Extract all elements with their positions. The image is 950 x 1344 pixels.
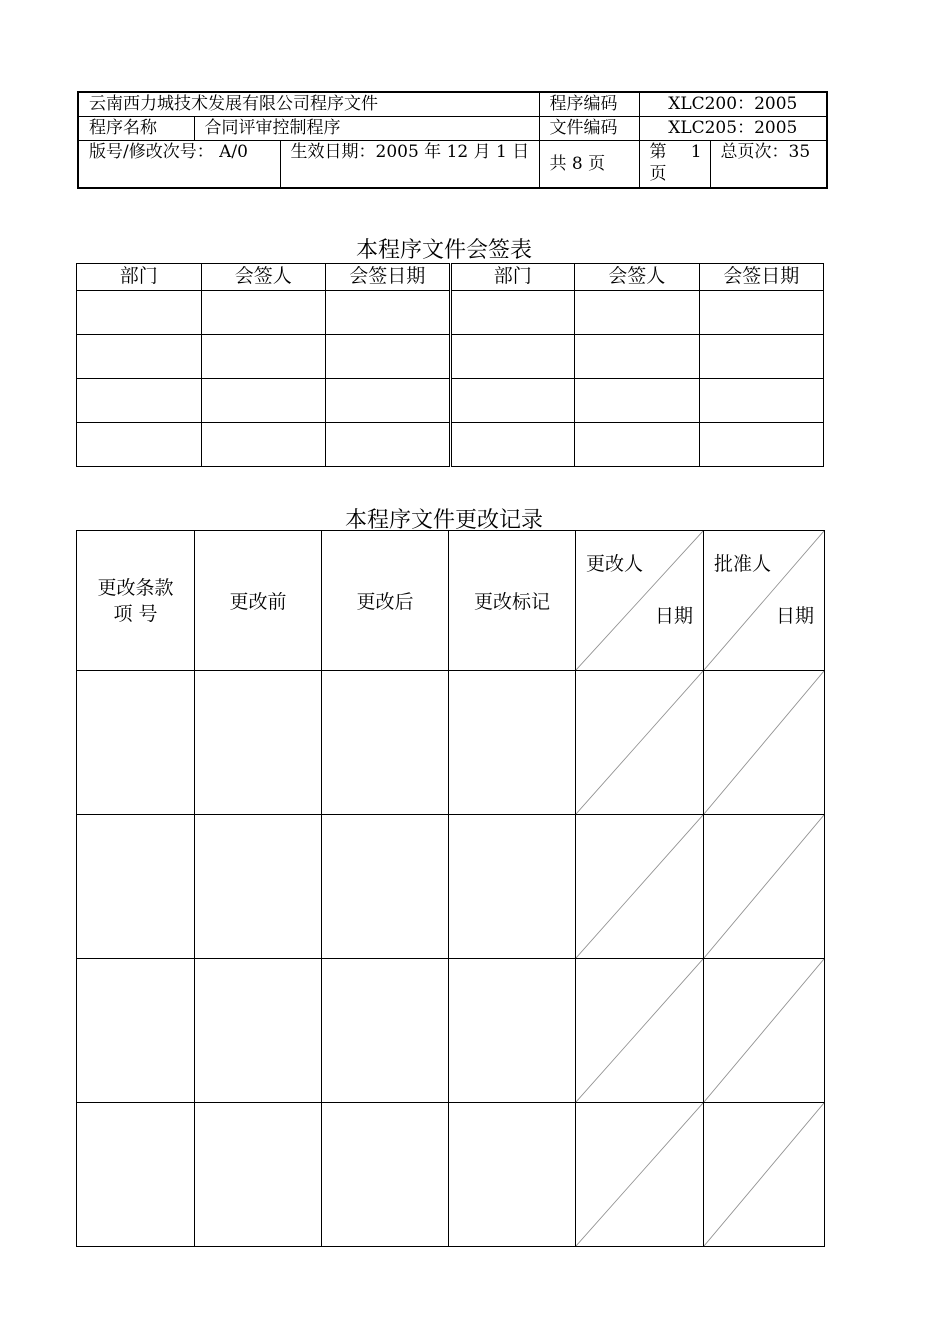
change-table-title: 本程序文件更改记录 [344, 508, 543, 533]
sign-row [77, 379, 824, 423]
sign-col-dept-1: 部门 [77, 264, 202, 291]
col-item-number [77, 531, 195, 671]
sign-row [77, 335, 824, 379]
col-approver-date [704, 531, 825, 671]
diagonal-divider [576, 671, 703, 814]
page-label-1: 第 [649, 142, 667, 162]
prog-code-label: 程序编码 [539, 92, 639, 117]
sign-col-dept-2: 部门 [450, 264, 575, 291]
page-label-2: 页 [649, 164, 667, 184]
col-changer-date [576, 531, 704, 671]
col-after: 更改后 [322, 531, 449, 671]
col-approver: 批准人 [714, 553, 772, 575]
sign-row [77, 423, 824, 467]
sign-row [77, 291, 824, 335]
sign-col-date-1: 会签日期 [326, 264, 451, 291]
sign-col-signer-1: 会签人 [201, 264, 326, 291]
version-field: 版号/修改次号： A/0 [78, 141, 280, 189]
prog-name-label: 程序名称 [78, 117, 194, 141]
total-pages-field: 共 8 页 [539, 141, 639, 189]
effective-date-field: 生效日期：2005 年 12 月 1 日 [280, 141, 539, 189]
prog-code-value: XLC200：2005 [639, 92, 827, 117]
sign-table [76, 263, 824, 467]
company-doc-title: 云南西力城技术发展有限公司程序文件 [78, 92, 539, 117]
document-header [77, 91, 826, 189]
total-page-count: 总页次：35 [710, 141, 827, 189]
col-mark: 更改标记 [449, 531, 576, 671]
col-changer: 更改人 [586, 553, 644, 575]
col-item-line2: 项 号 [113, 602, 158, 625]
col-before: 更改前 [195, 531, 322, 671]
page-number-field [639, 141, 710, 189]
sign-col-signer-2: 会签人 [575, 264, 700, 291]
col-approver-date-label: 日期 [775, 605, 814, 627]
col-item-line1: 更改条款 [97, 576, 174, 599]
diagonal-divider [576, 815, 703, 958]
file-code-label: 文件编码 [539, 117, 639, 141]
diagonal-divider [704, 1103, 824, 1246]
change-row [77, 671, 825, 815]
diagonal-divider [704, 959, 824, 1102]
file-code-value: XLC205：2005 [639, 117, 827, 141]
page-number: 1 [690, 142, 702, 162]
col-changer-date-label: 日期 [654, 605, 693, 627]
change-record-table [76, 530, 824, 1245]
prog-name-value: 合同评审控制程序 [194, 117, 539, 141]
change-row [77, 1103, 825, 1247]
change-row [77, 815, 825, 959]
diagonal-divider [576, 959, 703, 1102]
change-row [77, 959, 825, 1103]
sign-table-title: 本程序文件会签表 [355, 238, 532, 263]
diagonal-divider [704, 815, 824, 958]
diagonal-divider [576, 1103, 703, 1246]
sign-col-date-2: 会签日期 [699, 264, 824, 291]
diagonal-divider [704, 671, 824, 814]
